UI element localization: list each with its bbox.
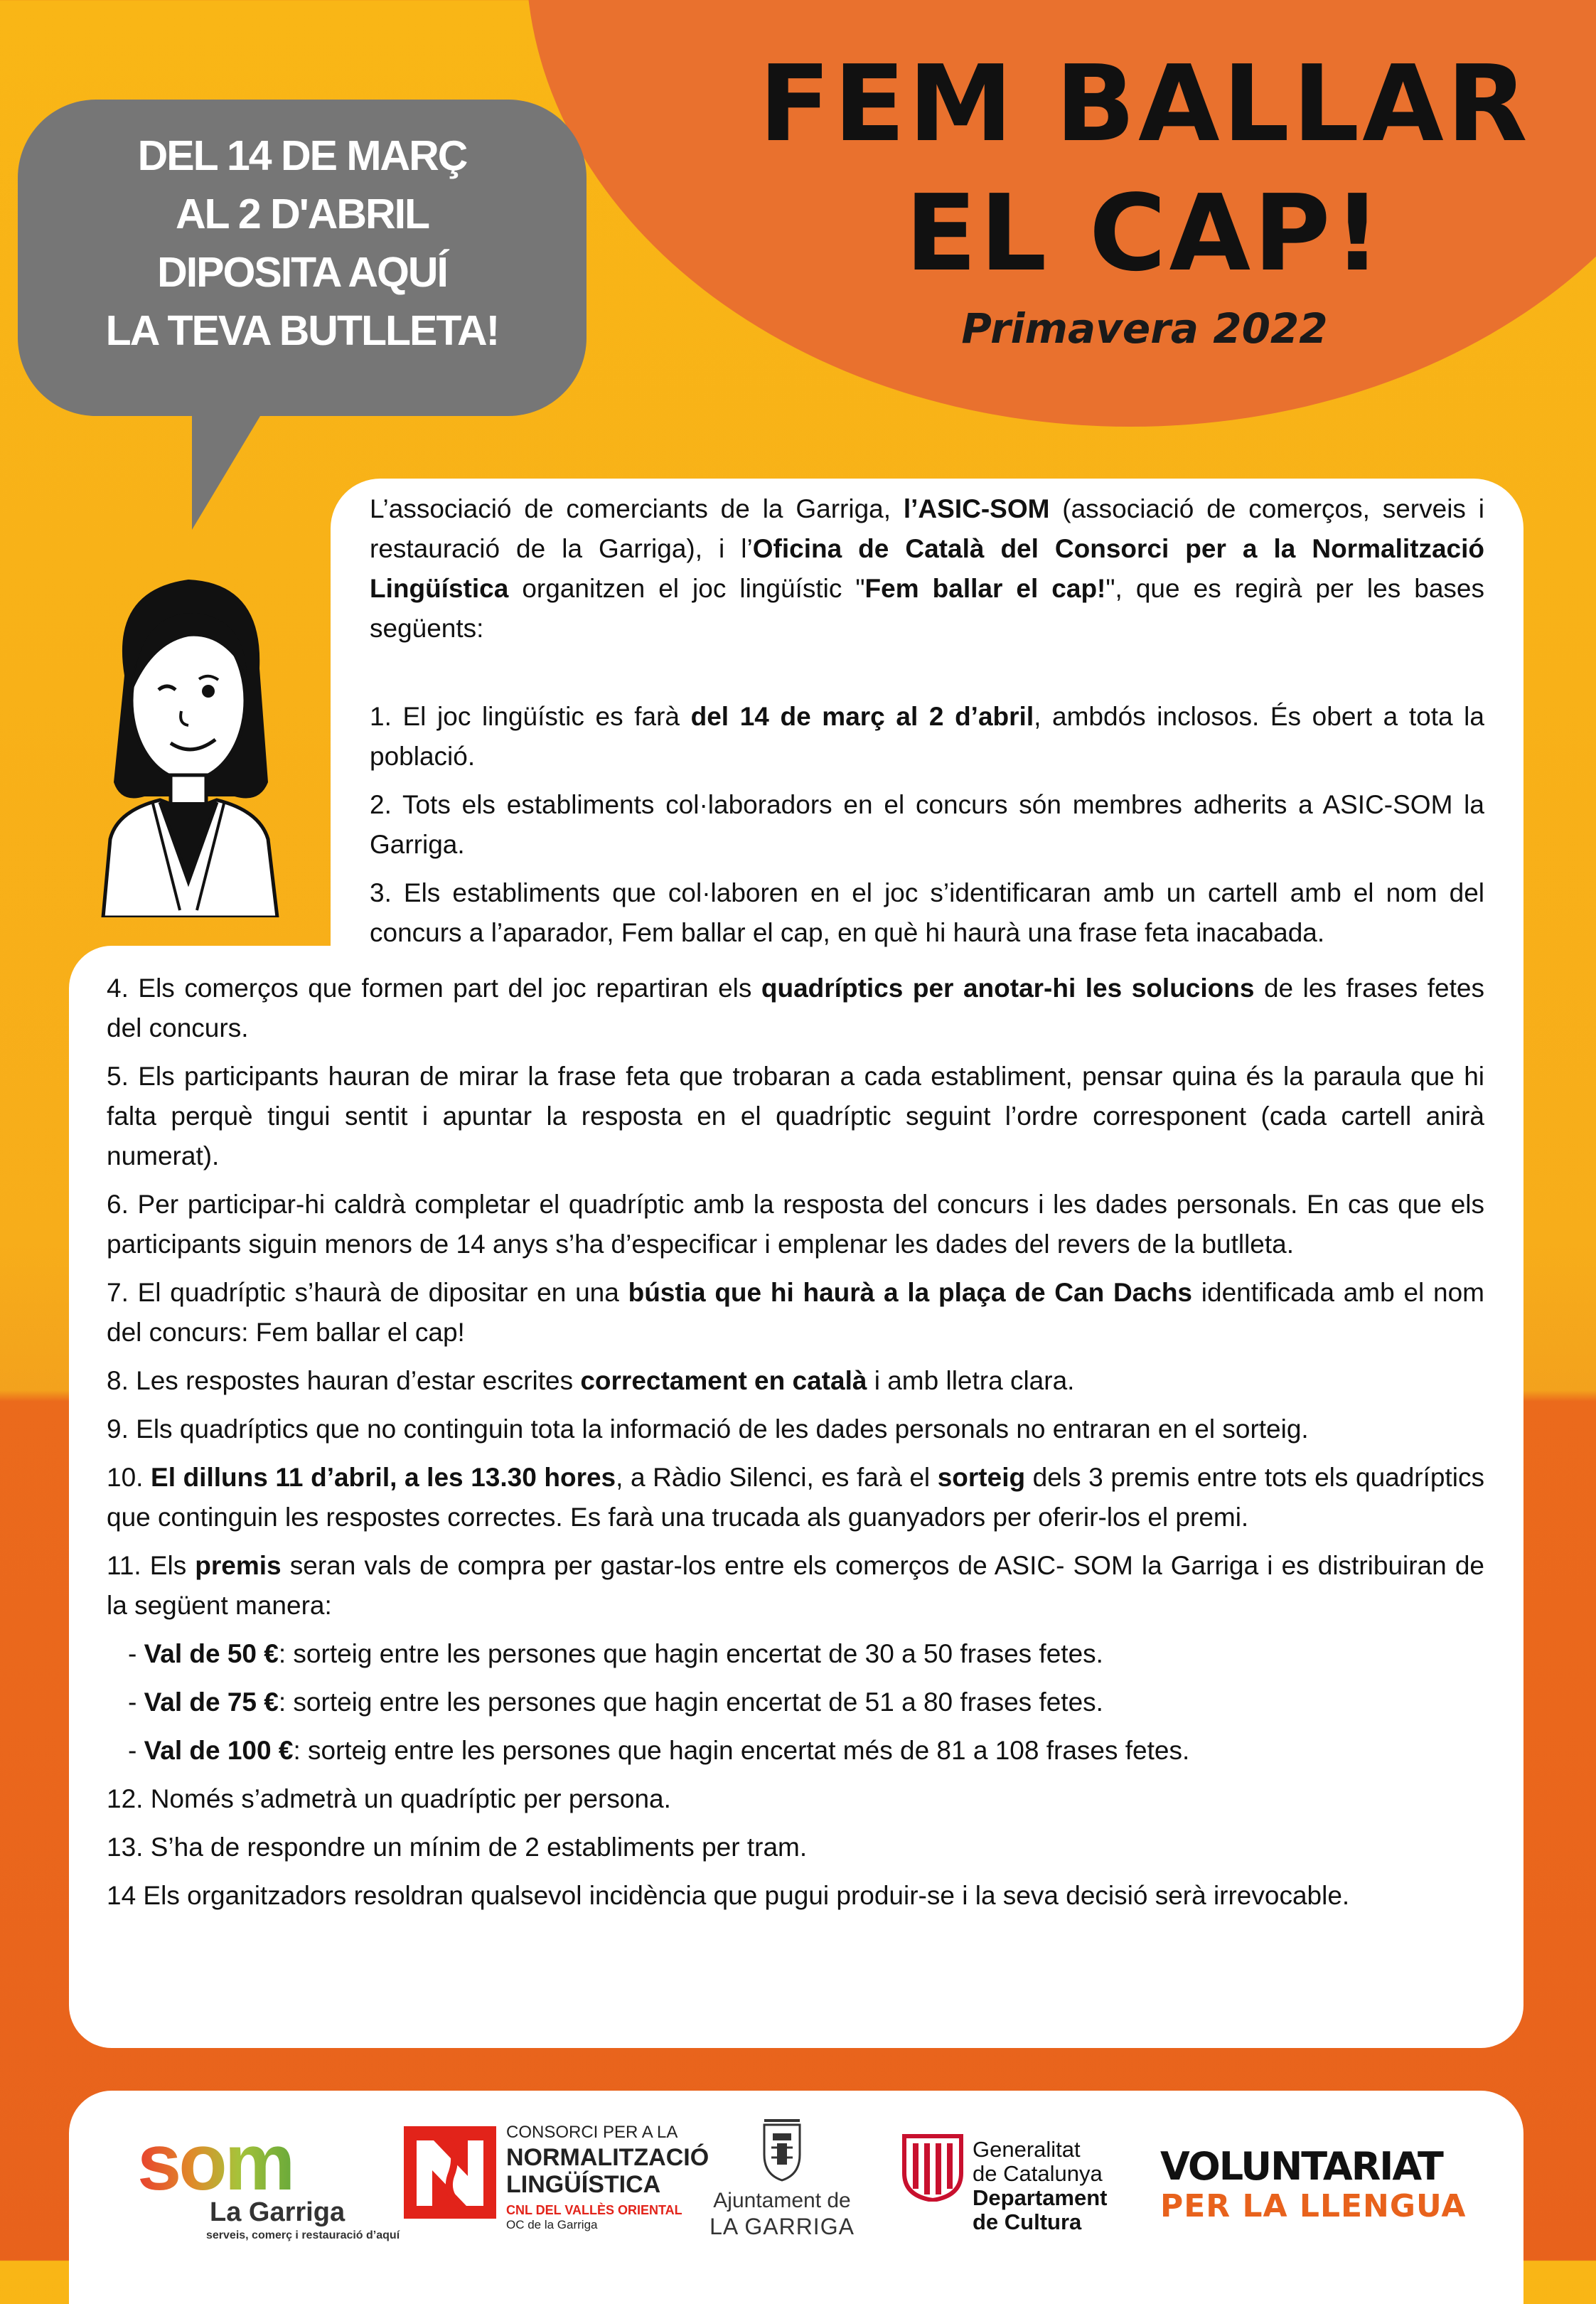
som-logo: som bbox=[137, 2118, 293, 2207]
subtitle: Primavera 2022 bbox=[961, 304, 1328, 353]
bubble-line: LA TEVA BUTLLETA! bbox=[105, 307, 499, 354]
title-line: FEM BALLAR bbox=[759, 43, 1531, 165]
page-title bbox=[739, 39, 1550, 298]
rule-9: 9. Els quadríptics que no continguin tota la informació de les dades personals no entraran en el sorteig. bbox=[107, 1414, 1309, 1444]
rule-12: 12. Només s’admetrà un quadríptic per persona. bbox=[107, 1784, 671, 1813]
ajuntament-shield-icon bbox=[757, 2119, 807, 2183]
generalitat-line: Generalitat bbox=[973, 2137, 1081, 2162]
rule-1: 1. El joc lingüístic es farà del 14 de març al 2 d’abril, ambdós inclosos. És obert a tota la població. bbox=[370, 702, 1484, 771]
som-logo-tagline: serveis, comerç i restauració d’aquí bbox=[206, 2229, 400, 2241]
cpnl-line: NORMALITZACIÓ bbox=[506, 2144, 709, 2171]
rule-2: 2. Tots els establiments col·laboradors en el concurs són membres adherits a ASIC-SOM la Garriga. bbox=[370, 790, 1484, 859]
generalitat-line: de Cultura bbox=[973, 2209, 1082, 2234]
rule-4: 4. Els comerços que formen part del joc repartiran els quadríptics per anotar-hi les solucions de les frases fetes del concurs. bbox=[107, 974, 1484, 1042]
rule-13: 13. S’ha de respondre un mínim de 2 establiments per tram. bbox=[107, 1833, 808, 1862]
bubble-line: DEL 14 DE MARÇ bbox=[137, 132, 467, 179]
ajuntament-line: LA GARRIGA bbox=[709, 2214, 855, 2239]
rule-7: 7. El quadríptic s’haurà de dipositar en una bústia que hi haurà a la plaça de Can Dachs identificada amb el nom del concurs: Fem ballar el cap! bbox=[107, 1278, 1485, 1347]
prize-item: - Val de 75 €: sorteig entre les persones que hagin encertat de 51 a 80 frases fetes. bbox=[128, 1687, 1103, 1717]
prize-item: - Val de 50 €: sorteig entre les persones que hagin encertat de 30 a 50 frases fetes. bbox=[128, 1639, 1103, 1668]
generalitat-logo-text bbox=[973, 2138, 1108, 2234]
title-line: EL CAP! bbox=[904, 172, 1385, 294]
speech-bubble-text bbox=[18, 127, 587, 360]
cpnl-line: CNL DEL VALLÈS ORIENTAL bbox=[506, 2203, 682, 2217]
prize-item: - Val de 100 €: sorteig entre les persones que hagin encertat més de 81 a 108 frases fetes. bbox=[128, 1736, 1190, 1765]
generalitat-line: Departament bbox=[973, 2185, 1108, 2210]
bubble-line: DIPOSITA AQUÍ bbox=[157, 249, 447, 296]
voluntariat-logo-line: VOLUNTARIAT bbox=[1160, 2144, 1442, 2189]
rule-11: 11. Els premis seran vals de compra per gastar-los entre els comerços de ASIC- SOM la Garriga i es distribuiran de la següent manera: bbox=[107, 1551, 1484, 1620]
rule-6: 6. Per participar-hi caldrà completar el quadríptic amb la resposta del concurs i les dades personals. En cas que els participants siguin menors de 14 anys s’ha d’especificar i emplenar les dades del revers de la butlleta. bbox=[107, 1190, 1484, 1259]
rule-3: 3. Els establiments que col·laboren en el joc s’identificaran amb un cartell amb el nom del concurs a l’aparador, Fem ballar el cap, en què hi haurà una frase feta inacabada. bbox=[370, 878, 1484, 947]
rule-5: 5. Els participants hauran de mirar la frase feta que trobaran a cada establiment, pensar quina és la paraula que hi falta perquè tingui sentit i apuntar la resposta en el quadríptic seguint l’ordre corresponent (cada cartell anirà numerat). bbox=[107, 1062, 1484, 1170]
rule-10: 10. El dilluns 11 d’abril, a les 13.30 hores, a Ràdio Silenci, es farà el sorteig dels 3 premis entre tots els quadríptics que continguin les respostes correctes. Es farà una trucada als guanyadors per oferir-los el premi. bbox=[107, 1463, 1484, 1532]
generalitat-line: de Catalunya bbox=[973, 2161, 1103, 2186]
rule-8: 8. Les respostes hauran d’estar escrites correctament en català i amb lletra clara. bbox=[107, 1366, 1075, 1395]
rule-14: 14 Els organitzadors resoldran qualsevol incidència que pugui produir-se i la seva decisió serà irrevocable. bbox=[107, 1881, 1350, 1910]
ajuntament-logo-text bbox=[704, 2188, 860, 2239]
cpnl-line: LINGÜÍSTICA bbox=[506, 2171, 661, 2198]
intro-paragraph: L’associació de comerciants de la Garriga, l’ASIC-SOM (associació de comerços, serveis i restauració de la Garriga), i l’Oficina de Català del Consorci per a la Normalització Lingüística organitzen el joc lingüístic "Fem ballar el cap!", que es regirà per les bases següents: bbox=[370, 494, 1484, 643]
intro-and-first-rules bbox=[370, 489, 1484, 961]
cpnl-line: OC de la Garriga bbox=[506, 2218, 598, 2231]
voluntariat-logo-line: PER LA LLENGUA bbox=[1160, 2188, 1467, 2224]
som-logo-name: La Garriga bbox=[210, 2197, 346, 2227]
woman-avatar-icon bbox=[82, 548, 295, 917]
ajuntament-line: Ajuntament de bbox=[713, 2189, 851, 2212]
bubble-line: AL 2 D'ABRIL bbox=[175, 191, 429, 238]
som-logo-text bbox=[137, 2118, 293, 2207]
generalitat-logo-icon bbox=[901, 2133, 964, 2202]
speech-bubble-tail bbox=[192, 405, 267, 530]
cpnl-logo-icon bbox=[404, 2126, 496, 2219]
cpnl-line: CONSORCI PER A LA bbox=[506, 2123, 678, 2142]
rules-list bbox=[107, 969, 1484, 1924]
